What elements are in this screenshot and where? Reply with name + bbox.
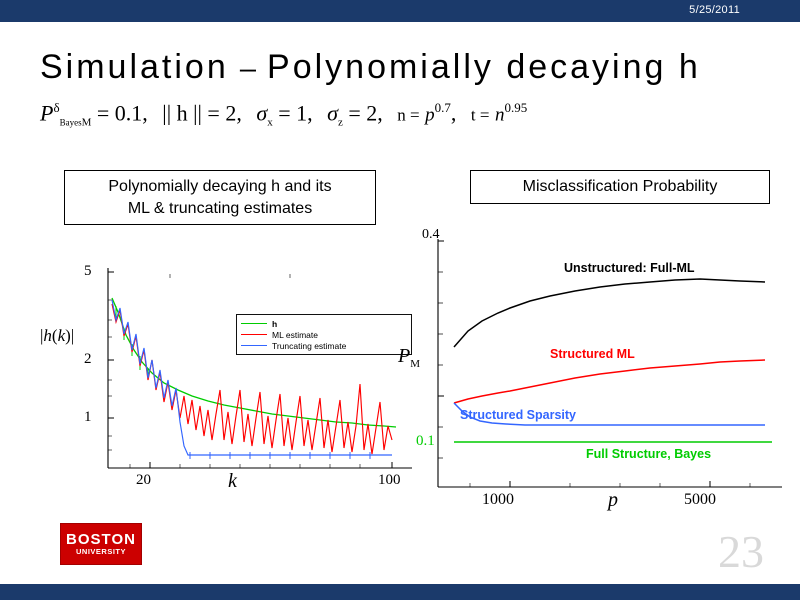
left-chart-xtick-20: 20 — [136, 472, 151, 488]
boston-university-logo — [60, 523, 142, 565]
param-sigma-x-value: = 1, — [278, 100, 313, 126]
right-chart-ytick-0-4: 0.4 — [422, 227, 440, 242]
param-sigma-z: σ — [327, 100, 338, 126]
left-chart-x-ticks — [130, 274, 392, 468]
legend-item-h — [241, 318, 407, 329]
legend-swatch-truncating — [241, 345, 267, 346]
legend-label-truncating: Truncating estimate — [272, 340, 347, 351]
left-chart-y-axis-label: |h(k)| — [40, 326, 75, 345]
slide-date: 5/25/2011 — [689, 4, 740, 16]
param-p-exponent: 0.7 — [434, 100, 451, 115]
param-norm-h: || h || = 2, — [162, 100, 242, 126]
param-eq1: = 0.1, — [96, 100, 148, 126]
slide-title-dash: – — [239, 53, 256, 85]
left-chart-ytick-2: 2 — [84, 351, 92, 367]
legend-label-ml: ML estimate — [272, 329, 318, 340]
legend-item-ml — [241, 329, 407, 340]
param-n-exponent: 0.95 — [504, 100, 528, 115]
right-chart-ytick-0-1: 0.1 — [416, 433, 435, 449]
parameter-equation-line — [40, 100, 527, 129]
param-n-equals: n = — [397, 105, 420, 125]
param-sigma-z-value: = 2, — [348, 100, 383, 126]
param-p-base: p — [425, 104, 435, 126]
series-structured-ml-curve — [454, 360, 765, 403]
right-plot-caption: Misclassification Probability — [470, 170, 770, 204]
param-superscript-bayes: Bayes — [59, 117, 82, 128]
right-chart-xtick-1000: 1000 — [482, 491, 514, 508]
right-chart-y-ticks — [438, 241, 444, 458]
left-plot-caption-line2: ML & truncating estimates — [127, 199, 313, 217]
legend-item-truncating — [241, 340, 407, 351]
left-chart-xtick-100: 100 — [378, 472, 401, 488]
param-sigma-x-sub: x — [267, 116, 273, 129]
left-chart — [40, 240, 420, 510]
slide-bottom-bar — [0, 584, 800, 600]
slide-title-part1: Simulation — [40, 48, 229, 86]
legend-label-h: h — [272, 318, 278, 329]
legend-swatch-ml — [241, 334, 267, 335]
logo-line1: BOSTON — [66, 530, 136, 548]
right-chart-y-axis-label: $P_M$ — [398, 345, 420, 370]
left-chart-legend — [236, 314, 412, 355]
slide-title-part2: Polynomially decaying h — [267, 48, 701, 86]
legend-swatch-h — [241, 323, 267, 324]
left-plot-caption — [64, 170, 376, 225]
right-chart-x-ticks — [470, 481, 750, 487]
annotation-full-structure-bayes: Full Structure, Bayes — [586, 447, 712, 461]
annotation-structured-ml: Structured ML — [550, 347, 635, 361]
param-sigma-z-sub: z — [337, 116, 343, 129]
left-plot-caption-line1: Polynomially decaying h and its — [108, 178, 332, 195]
annotation-structured-sparsity: Structured Sparsity — [460, 408, 577, 422]
left-chart-ytick-5: 5 — [84, 263, 92, 279]
param-t-equals: t = — [470, 105, 490, 125]
param-subscript-M: M — [81, 116, 92, 129]
right-chart-xtick-5000: 5000 — [684, 491, 716, 508]
param-n-base: n — [494, 104, 505, 126]
param-comma: , — [450, 100, 457, 126]
param-sigma-x: σ — [256, 100, 268, 126]
annotation-unstructured-full-ml: Unstructured: Full-ML — [564, 261, 695, 275]
right-chart-x-axis-label: p — [608, 489, 618, 511]
left-chart-ytick-1: 1 — [84, 409, 92, 425]
logo-line2: UNIVERSITY — [75, 546, 126, 556]
slide-top-bar — [0, 0, 800, 22]
param-symbol-P: P — [40, 100, 54, 126]
left-chart-y-ticks — [108, 272, 114, 450]
slide-title — [40, 48, 701, 87]
param-superscript-delta: δ — [53, 100, 60, 115]
slide-page-number: 23 — [718, 526, 764, 577]
series-unstructured-full-ml-curve — [454, 279, 765, 347]
left-chart-x-axis-label: k — [228, 470, 237, 492]
right-chart — [398, 225, 790, 515]
